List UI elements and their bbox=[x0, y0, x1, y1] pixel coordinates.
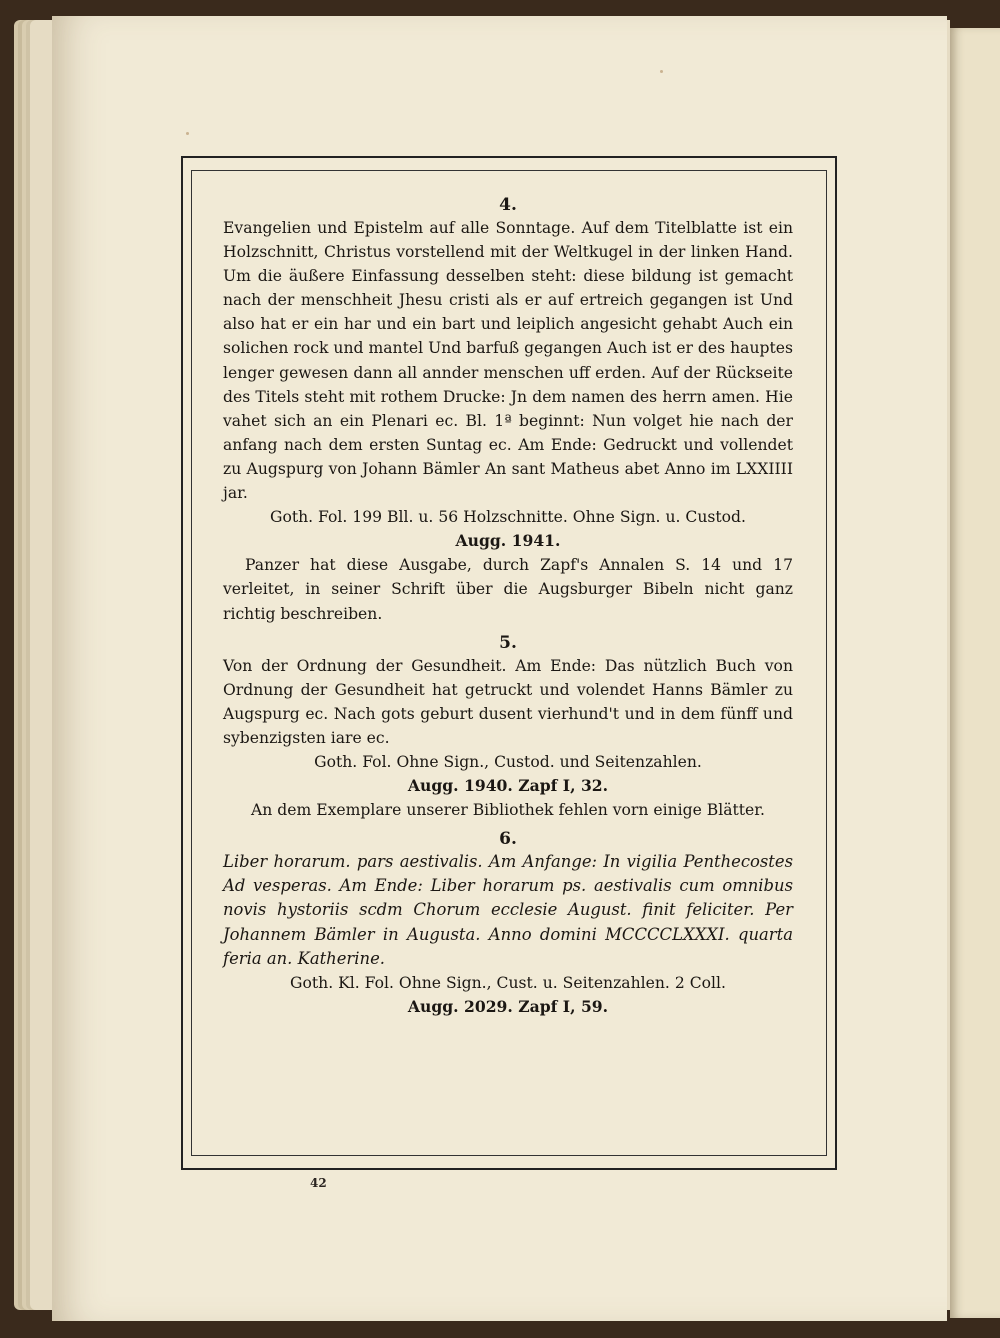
entry-body: Liber horarum. pars aestivalis. Am Anfange: In vigilia Penthecostes Ad vesperas. Am Ende: Liber horarum ps. aestivalis cum omnibus novis hystoriis scdm Chorum ecclesie August. finit feliciter. Per Johannem Bämler in Augusta. Anno domini MCCCCLXXXI. quarta feria an. Katherine. bbox=[223, 852, 793, 968]
entry-format: Goth. Fol. Ohne Sign., Custod. und Seitenzahlen. bbox=[314, 752, 702, 771]
entry-format: Goth. Kl. Fol. Ohne Sign., Cust. u. Seitenzahlen. 2 Coll. bbox=[290, 973, 726, 992]
entry-number: 6. bbox=[499, 829, 517, 850]
facing-page-edge bbox=[950, 28, 1000, 1318]
page-number: 42 bbox=[310, 1176, 327, 1190]
text-frame bbox=[181, 156, 837, 1170]
entry-body: Von der Ordnung der Gesundheit. Am Ende: Das nützlich Buch von Ordnung der Gesundheit hat getruckt und volendet Hanns Bämler zu Augspurg ec. Nach gots geburt dusent vierhund't und in dem fünff und sybenzigsten iare ec. bbox=[223, 656, 793, 747]
entry-body: Evangelien und Epistelm auf alle Sonntage. Auf dem Titelblatte ist ein Holzschnitt, Christus vorstellend mit der Weltkugel in der linken Hand. Um die äußere Einfassung desselben steht: diese bildung ist gemacht nach der menschheit Jhesu cristi als er auf ertreich gegangen ist Und also hat er ein har und ein bart und leiplich angesicht gehabt Auch ein solichen rock und mantel Und barfuß gegangen Auch ist er des hauptes lenger gewesen dann all annder menschen uff erden. Auf der Rückseite des Titels steht mit rothem Drucke: Jn dem namen des herrn amen. Hie vahet sich an ein Plenari ec. Bl. 1ª beginnt: Nun volget hie nach der anfang nach dem ersten Suntag ec. Am Ende: Gedruckt und vollendet zu Augspurg von Johann Bämler An sant Matheus abet Anno im LXXIIII jar. bbox=[223, 219, 793, 503]
catalogue-text bbox=[223, 194, 793, 1019]
entry-shelfmark: Augg. 2029. Zapf I, 59. bbox=[407, 996, 609, 1016]
entry-number: 4. bbox=[499, 195, 517, 215]
paper-speck bbox=[186, 132, 189, 135]
entry-format: Goth. Fol. 199 Bll. u. 56 Holzschnitte. Ohne Sign. u. Custod. bbox=[269, 508, 746, 527]
entry-note: An dem Exemplare unserer Bibliothek fehlen vorn einige Blätter. bbox=[251, 801, 765, 820]
entry-shelfmark: Augg. 1940. Zapf I, 32. bbox=[407, 776, 609, 796]
paper-speck bbox=[660, 70, 663, 73]
entry-number: 5. bbox=[499, 632, 517, 653]
entry-note: Panzer hat diese Ausgabe, durch Zapf's Annalen S. 14 und 17 verleitet, in seiner Schrift über die Augsburger Bibeln nicht ganz richtig beschreiben. bbox=[223, 556, 793, 623]
entry-shelfmark: Augg. 1941. bbox=[455, 531, 561, 551]
